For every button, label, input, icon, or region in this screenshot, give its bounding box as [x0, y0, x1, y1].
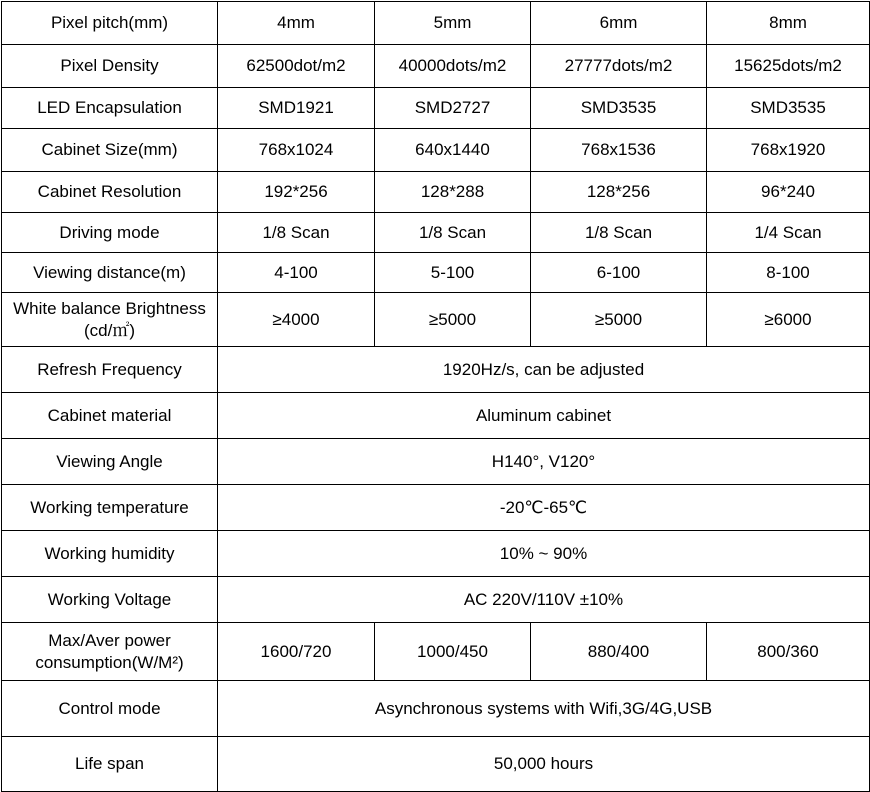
- table-cell-merged: -20℃-65℃: [218, 485, 870, 531]
- pixel-density-row: [2, 45, 870, 88]
- table-cell: 768x1920: [707, 129, 870, 172]
- row-label: Control mode: [2, 681, 218, 737]
- table-cell: 768x1536: [531, 129, 707, 172]
- table-cell: SMD3535: [707, 88, 870, 129]
- cabinet-resolution-row: [2, 172, 870, 213]
- brightness-row: [2, 293, 870, 347]
- table-cell: 40000dots/m2: [375, 45, 531, 88]
- life-span-row: [2, 737, 870, 792]
- table-cell: 880/400: [531, 623, 707, 681]
- row-label: Working Voltage: [2, 577, 218, 623]
- row-label-line: Max/Aver power: [48, 630, 171, 650]
- row-label: Cabinet Resolution: [2, 172, 218, 213]
- row-label: Viewing distance(m): [2, 253, 218, 293]
- table-cell: 800/360: [707, 623, 870, 681]
- table-cell: ≥6000: [707, 293, 870, 347]
- table-cell-merged: AC 220V/110V ±10%: [218, 577, 870, 623]
- working-voltage-row: [2, 577, 870, 623]
- table-cell: SMD3535: [531, 88, 707, 129]
- table-cell: SMD2727: [375, 88, 531, 129]
- table-cell: 96*240: [707, 172, 870, 213]
- table-cell: 1/8 Scan: [375, 213, 531, 253]
- power-consumption-row: [2, 623, 870, 681]
- row-label: Viewing Angle: [2, 439, 218, 485]
- cabinet-size-row: [2, 129, 870, 172]
- table-cell: 128*256: [531, 172, 707, 213]
- pitch-4mm: 4mm: [218, 2, 375, 45]
- table-cell: 15625dots/m2: [707, 45, 870, 88]
- row-label: LED Encapsulation: [2, 88, 218, 129]
- row-label-line: (cd/㎡): [84, 320, 135, 340]
- table-cell-merged: 50,000 hours: [218, 737, 870, 792]
- viewing-angle-row: [2, 439, 870, 485]
- driving-mode-row: [2, 213, 870, 253]
- table-cell: 8-100: [707, 253, 870, 293]
- table-cell: 1000/450: [375, 623, 531, 681]
- table-cell: 192*256: [218, 172, 375, 213]
- table-cell-merged: 1920Hz/s, can be adjusted: [218, 347, 870, 393]
- pitch-8mm: 8mm: [707, 2, 870, 45]
- table-cell-merged: 10% ~ 90%: [218, 531, 870, 577]
- table-cell: 27777dots/m2: [531, 45, 707, 88]
- row-label-line: consumption(W/M²): [35, 652, 184, 672]
- table-cell: 62500dot/m2: [218, 45, 375, 88]
- row-label: Cabinet material: [2, 393, 218, 439]
- table-cell: 768x1024: [218, 129, 375, 172]
- row-label: Refresh Frequency: [2, 347, 218, 393]
- table-cell: ≥5000: [375, 293, 531, 347]
- table-cell: 1/8 Scan: [531, 213, 707, 253]
- viewing-distance-row: [2, 253, 870, 293]
- row-label: Life span: [2, 737, 218, 792]
- led-encapsulation-row: [2, 88, 870, 129]
- table-cell: ≥4000: [218, 293, 375, 347]
- row-label: Driving mode: [2, 213, 218, 253]
- row-label: Working humidity: [2, 531, 218, 577]
- row-label: Pixel Density: [2, 45, 218, 88]
- table-cell-merged: H140°, V120°: [218, 439, 870, 485]
- row-label-line: White balance Brightness: [13, 298, 206, 318]
- table-cell-merged: Aluminum cabinet: [218, 393, 870, 439]
- row-label: Working temperature: [2, 485, 218, 531]
- table-cell-merged: Asynchronous systems with Wifi,3G/4G,USB: [218, 681, 870, 737]
- control-mode-row: [2, 681, 870, 737]
- table-cell: 1600/720: [218, 623, 375, 681]
- pitch-5mm: 5mm: [375, 2, 531, 45]
- table-cell: 1/4 Scan: [707, 213, 870, 253]
- row-label: Pixel pitch(mm): [2, 2, 218, 45]
- table-cell: 1/8 Scan: [218, 213, 375, 253]
- table-cell: 6-100: [531, 253, 707, 293]
- table-cell: 4-100: [218, 253, 375, 293]
- table-cell: 5-100: [375, 253, 531, 293]
- row-label: [2, 293, 218, 347]
- row-label: Cabinet Size(mm): [2, 129, 218, 172]
- working-temperature-row: [2, 485, 870, 531]
- table-cell: 640x1440: [375, 129, 531, 172]
- table-cell: 128*288: [375, 172, 531, 213]
- table-cell: ≥5000: [531, 293, 707, 347]
- header-row: [2, 2, 870, 45]
- table-cell: SMD1921: [218, 88, 375, 129]
- spec-table: [1, 1, 870, 792]
- row-label: [2, 623, 218, 681]
- cabinet-material-row: [2, 393, 870, 439]
- pitch-6mm: 6mm: [531, 2, 707, 45]
- refresh-frequency-row: [2, 347, 870, 393]
- working-humidity-row: [2, 531, 870, 577]
